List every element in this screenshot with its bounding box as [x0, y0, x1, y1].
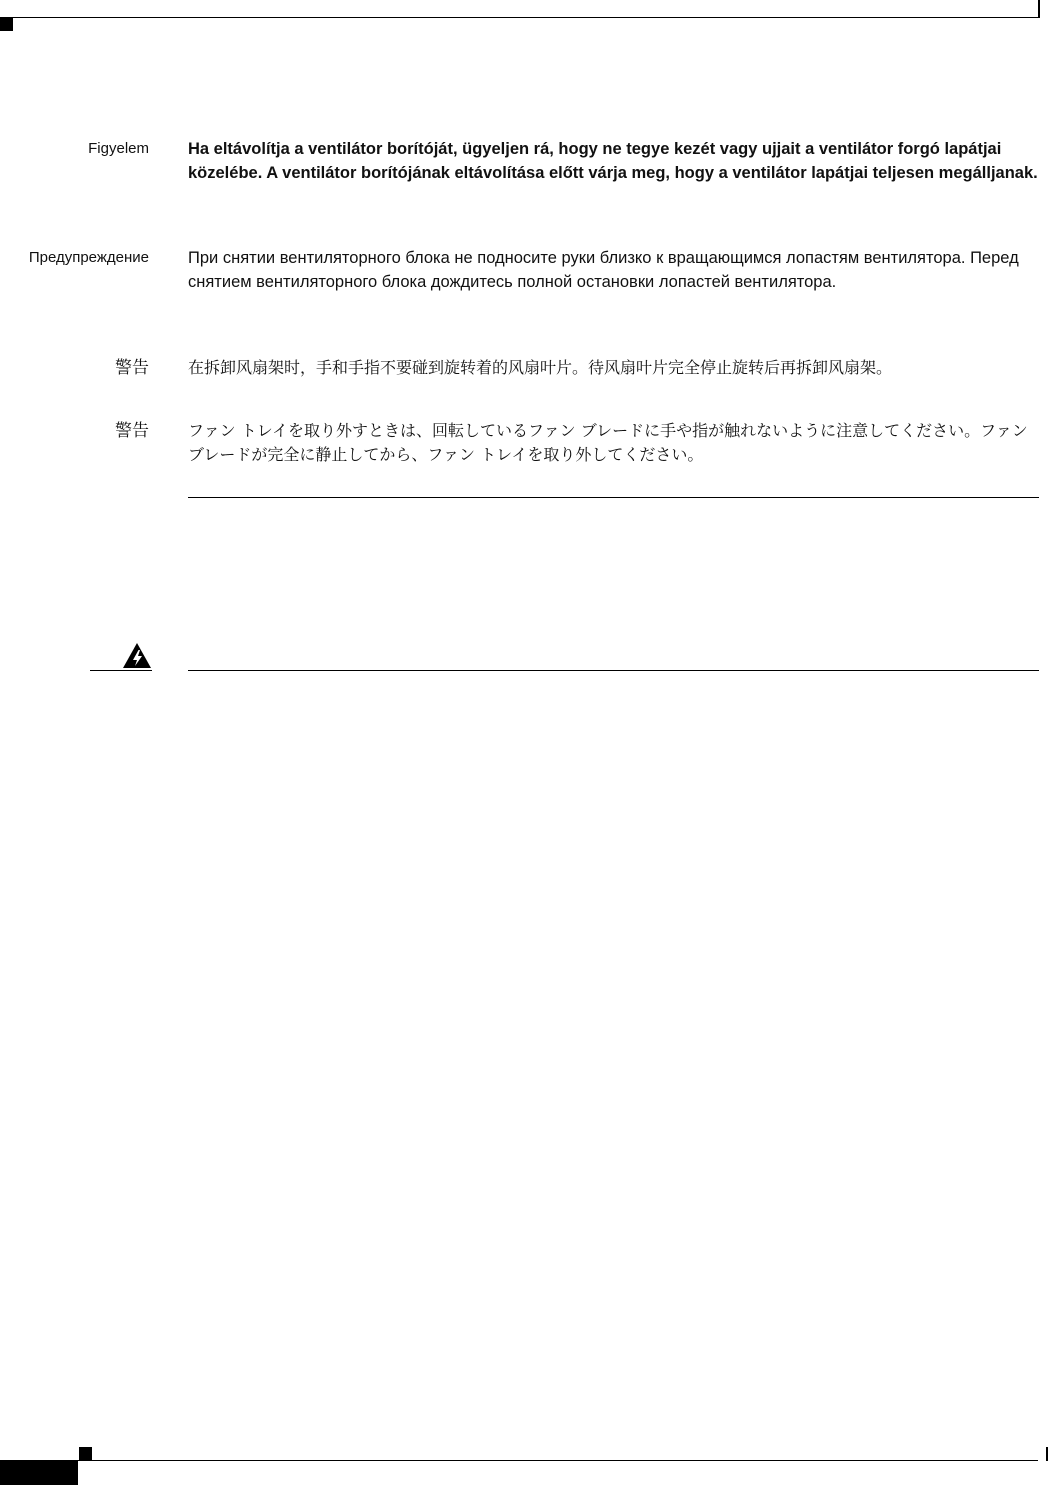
warning-label: Figyelem	[88, 140, 149, 157]
bottom-marker	[79, 1447, 92, 1460]
warning-label: 警告	[115, 421, 149, 441]
warning-start-rule	[188, 670, 1039, 671]
warning-text: ファン トレイを取り外すときは、回転しているファン ブレードに手や指が触れないように注意してください。ファン ブレードが完全に静止してから、ファン トレイを取り外してください。	[188, 421, 1028, 464]
warning-text: При снятии вентиляторного блока не подносите руки близко к вращающимся лопастям вентилятора. Перед снятием вентиляторного блока дождитесь полной остановки лопастей вентилятора.	[188, 249, 1019, 291]
bottom-rule	[0, 1460, 1038, 1461]
warning-label: 警告	[115, 358, 149, 378]
top-corner-tick	[1038, 0, 1040, 18]
footer-page-tab	[0, 1460, 78, 1485]
warning-triangle-icon	[122, 642, 152, 669]
top-corner-marker	[0, 18, 13, 31]
bottom-corner-tick	[1046, 1447, 1048, 1461]
warning-label: Предупреждение	[28, 249, 149, 266]
top-rule	[0, 17, 1038, 18]
warning-text: 在拆卸风扇架时，手和手指不要碰到旋转着的风扇叶片。待风扇叶片完全停止旋转后再拆卸风扇架。	[188, 358, 893, 377]
section-divider	[188, 497, 1039, 498]
icon-underline	[90, 670, 152, 671]
warning-text: Ha eltávolítja a ventilátor borítóját, ügyeljen rá, hogy ne tegye kezét vagy ujjait a ventilátor forgó lapátjai közelébe. A ventilátor borítójának eltávolítása előtt várja meg, hogy a ventilátor lapátjai teljesen megálljanak.	[188, 140, 1038, 182]
